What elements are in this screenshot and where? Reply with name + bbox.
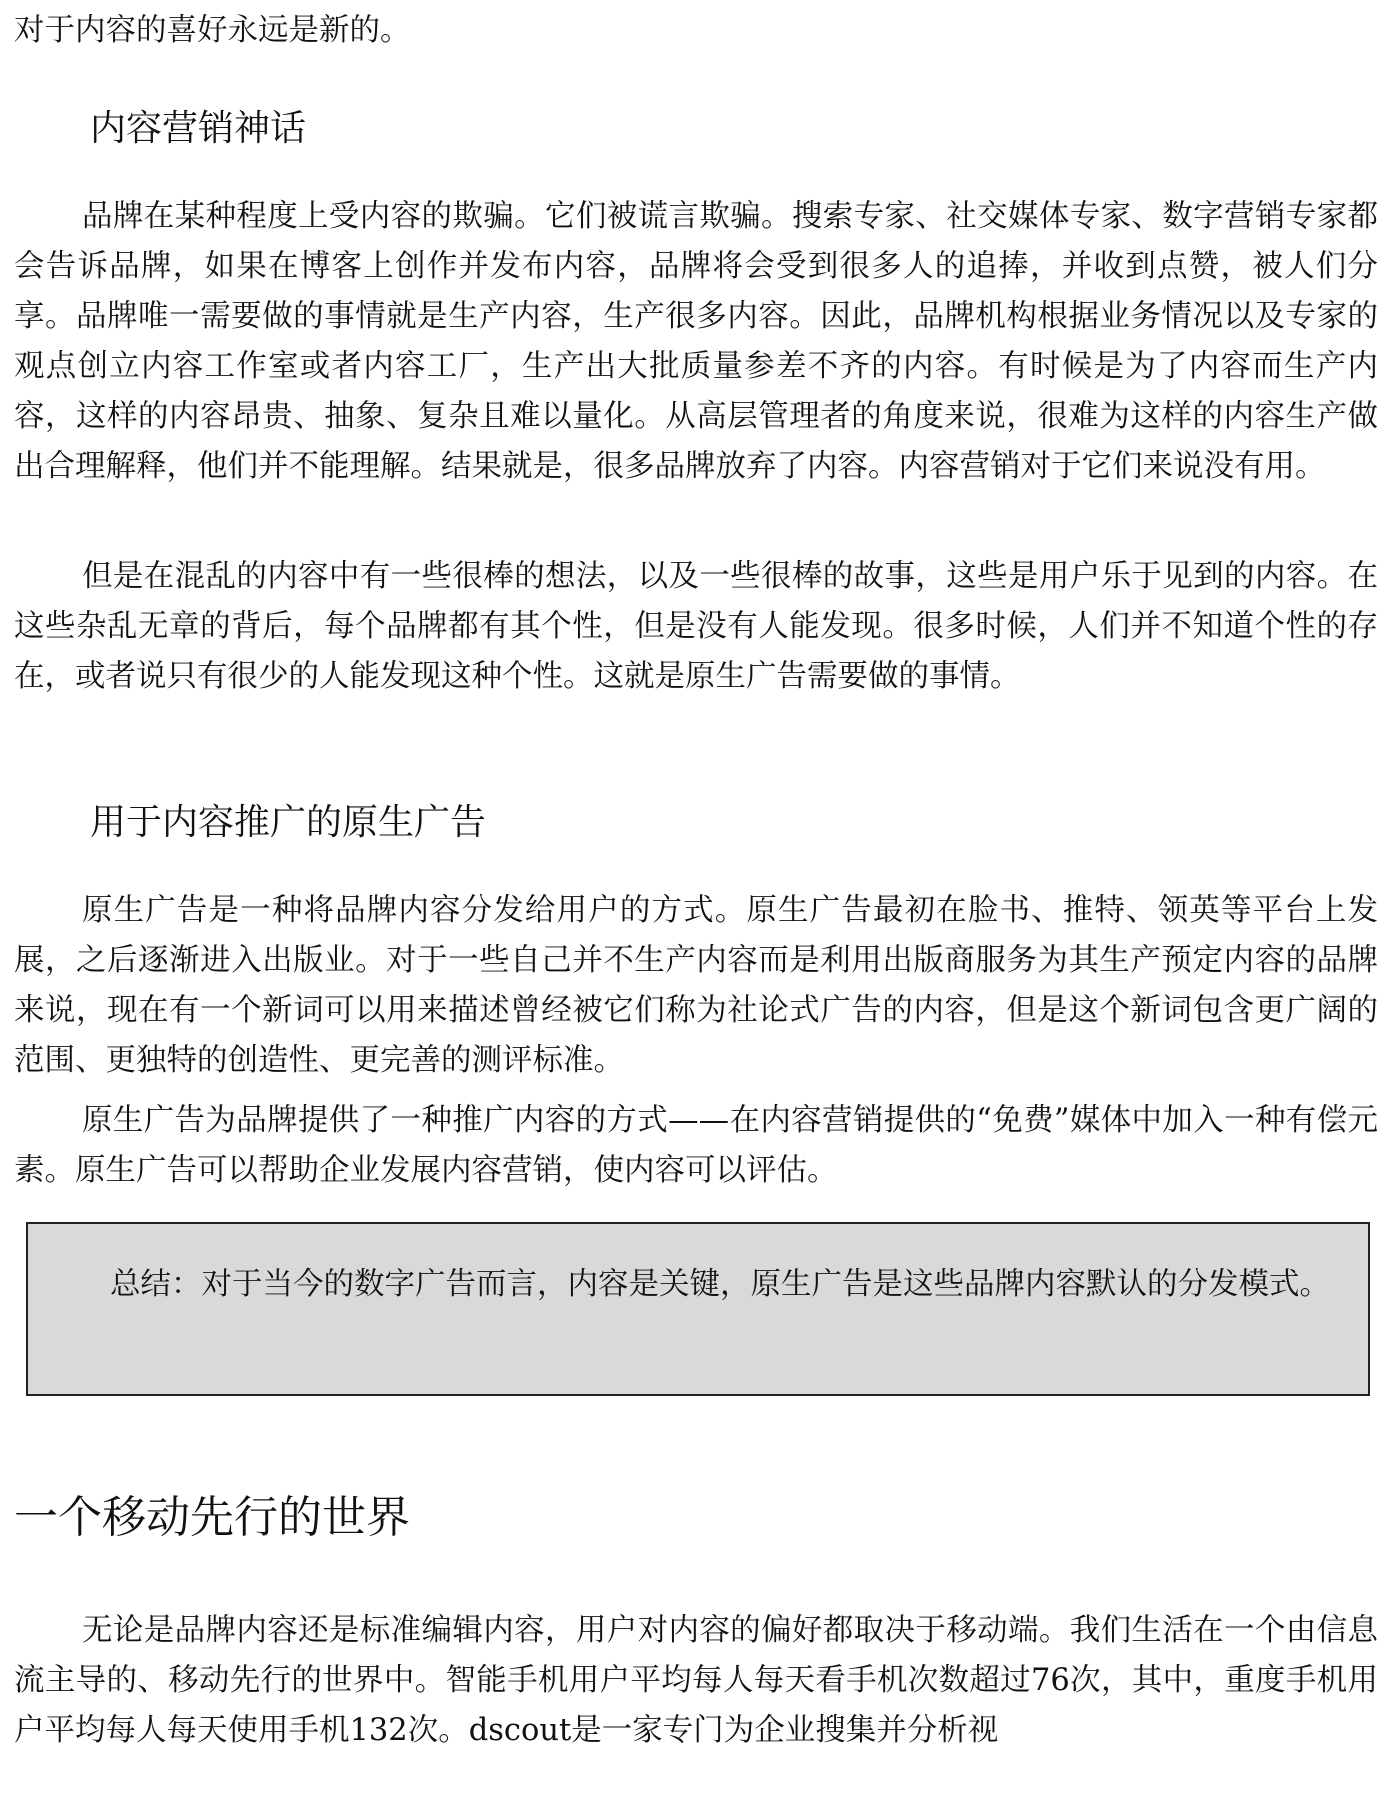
section-heading-content-marketing-myth: 内容营销神话 [90, 108, 307, 149]
section-heading-native-ads-for-content: 用于内容推广的原生广告 [90, 802, 487, 843]
summary-text: 总结：对于当今的数字广告而言，内容是关键，原生广告是这些品牌内容默认的分发模式。 [110, 1267, 1330, 1302]
paragraph: 原生广告是一种将品牌内容分发给用户的方式。原生广告最初在脸书、推特、领英等平台上发展，之后逐渐进入出版业。对于一些自己并不生产内容而是利用出版商服务为其生产预定内容的品牌来说，现在有一个新词可以用来描述曾经被它们称为社论式广告的内容，但是这个新词包含更广阔的范围、更独特的创造性、更完善的测评标准。 [14, 893, 1378, 1078]
paragraph: 原生广告为品牌提供了一种推广内容的方式——在内容营销提供的“免费”媒体中加入一种有偿元素。原生广告可以帮助企业发展内容营销，使内容可以评估。 [14, 1103, 1378, 1188]
paragraph: 无论是品牌内容还是标准编辑内容，用户对内容的偏好都取决于移动端。我们生活在一个由信息流主导的、移动先行的世界中。智能手机用户平均每人每天看手机次数超过76次，其中，重度手机用户平均每人每天使用手机132次。dscout是一家专门为企业搜集并分析视 [14, 1613, 1378, 1748]
summary-box [26, 1222, 1370, 1396]
paragraph: 品牌在某种程度上受内容的欺骗。它们被谎言欺骗。搜索专家、社交媒体专家、数字营销专家都会告诉品牌，如果在博客上创作并发布内容，品牌将会受到很多人的追捧，并收到点赞，被人们分享。品牌唯一需要做的事情就是生产内容，生产很多内容。因此，品牌机构根据业务情况以及专家的观点创立内容工作室或者内容工厂，生产出大批质量参差不齐的内容。有时候是为了内容而生产内容，这样的内容昂贵、抽象、复杂且难以量化。从高层管理者的角度来说，很难为这样的内容生产做出合理解释，他们并不能理解。结果就是，很多品牌放弃了内容。内容营销对于它们来说没有用。 [14, 199, 1378, 484]
paragraph: 但是在混乱的内容中有一些很棒的想法，以及一些很棒的故事，这些是用户乐于见到的内容。在这些杂乱无章的背后，每个品牌都有其个性，但是没有人能发现。很多时候，人们并不知道个性的存在，或者说只有很少的人能发现这种个性。这就是原生广告需要做的事情。 [14, 559, 1378, 694]
section-heading-mobile-first-world: 一个移动先行的世界 [14, 1492, 410, 1543]
top-line-text: 对于内容的喜好永远是新的。 [14, 13, 411, 48]
